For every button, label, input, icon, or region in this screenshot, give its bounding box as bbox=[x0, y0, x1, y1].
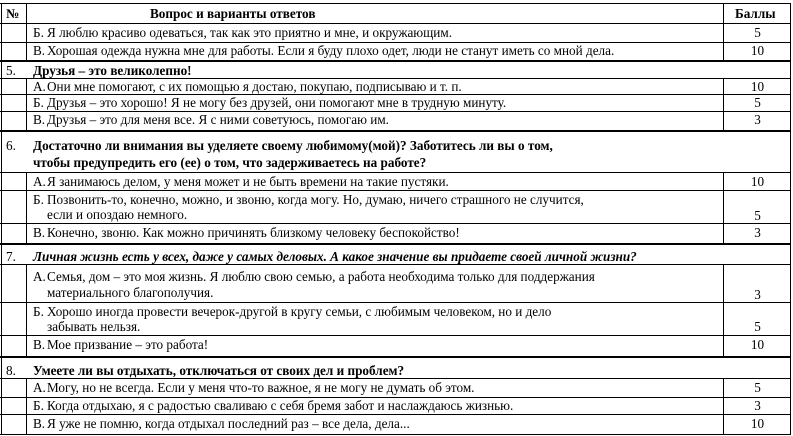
q6-option-a-score: 10 bbox=[750, 174, 765, 189]
q6-option-v-letter: В. bbox=[33, 225, 46, 240]
q8-option-a-text: Могу, но не всегда. Если у меня что-то важное, я не могу не думать об этом. bbox=[47, 380, 475, 395]
rule bbox=[0, 378, 791, 379]
header-question: Вопрос и варианты ответов bbox=[150, 6, 316, 21]
q4-option-b-letter: Б. bbox=[33, 25, 44, 40]
rule bbox=[0, 23, 791, 24]
rule bbox=[26, 3, 27, 61]
rule bbox=[0, 244, 791, 245]
rule bbox=[0, 223, 791, 224]
q7-option-v-text: Мое призвание – это работа! bbox=[47, 337, 209, 352]
q4-option-b-text: Я люблю красиво одеваться, так как это приятно и мне, и окружающим. bbox=[47, 25, 452, 40]
q7-option-a-letter: А. bbox=[33, 269, 46, 284]
rule bbox=[0, 61, 791, 62]
q7-option-b-text-line-1: Хорошо иногда провести вечерок-другой в кругу семьи, с любимым человеком, но и дело bbox=[47, 304, 552, 319]
q7-option-b-letter: Б. bbox=[33, 304, 44, 319]
q4-option-v-score: 10 bbox=[750, 43, 765, 58]
rule bbox=[0, 434, 791, 435]
q6-option-a-letter: А. bbox=[33, 174, 46, 189]
q5-option-a-text: Они мне помогают, с их помощью я достаю, покупаю, подписываю и т. п. bbox=[47, 79, 462, 94]
rule bbox=[0, 264, 791, 265]
q8-option-a-score: 5 bbox=[754, 380, 761, 395]
q6-option-v-text: Конечно, звоню. Как можно причинять близкому человеку беспокойство! bbox=[47, 225, 460, 240]
rule bbox=[26, 172, 27, 244]
rule bbox=[0, 335, 791, 336]
q7-option-b-score: 5 bbox=[754, 319, 761, 334]
q6-number: 6. bbox=[6, 138, 16, 153]
rule bbox=[0, 302, 791, 303]
q7-option-v-letter: В. bbox=[33, 337, 46, 352]
q5-option-v-score: 3 bbox=[754, 112, 761, 127]
q6-option-a-text: Я занимаюсь делом, у меня может и не быть времени на такие пустяки. bbox=[47, 174, 449, 189]
q5-option-a-score: 10 bbox=[750, 79, 765, 94]
q7-option-a-text-line-2: материального благополучия. bbox=[47, 285, 214, 300]
q8-option-v-text: Я уже не помню, когда отдыхал последний раз – все дела, дела... bbox=[47, 416, 410, 431]
q6-option-b-text-line-1: Позвонить-то, конечно, можно, и звоню, когда могу. Но, думаю, ничего страшного не случится, bbox=[47, 192, 584, 207]
q4-option-b-score: 5 bbox=[754, 25, 761, 40]
q8-option-v-letter: В. bbox=[33, 416, 46, 431]
header-score: Баллы bbox=[735, 6, 776, 21]
q7-title: Личная жизнь есть у всех, даже у самых деловых. А какое значение вы придаете своей личной жизни? bbox=[33, 249, 637, 264]
q6-title-line-1: Достаточно ли внимания вы уделяете своему любимому(мой)? Заботитесь ли вы о том, bbox=[33, 138, 553, 153]
rule bbox=[26, 264, 27, 357]
q8-title: Умеете ли вы отдыхать, отключаться от своих дел и проблем? bbox=[33, 363, 405, 378]
rule bbox=[0, 190, 791, 191]
rule bbox=[26, 78, 27, 131]
q6-title-line-2: чтобы предупредить его (ее) о том, что задерживаетесь на работе? bbox=[33, 155, 427, 170]
q5-number: 5. bbox=[6, 63, 16, 78]
q8-option-b-text: Когда отдыхаю, я с радостью сваливаю с себя бремя забот и наслаждаюсь жизнью. bbox=[47, 398, 514, 413]
q8-option-b-score: 3 bbox=[754, 398, 761, 413]
q5-option-v-text: Друзья – это для меня все. Я с ними советуюсь, помогаю им. bbox=[47, 112, 389, 127]
q7-number: 7. bbox=[6, 249, 16, 264]
q7-option-a-text-line-1: Семья, дом – это моя жизнь. Я люблю свою семью, а работа необходима только для поддержания bbox=[47, 269, 595, 284]
rule bbox=[0, 414, 791, 415]
q7-option-b-text-line-2: забывать нельзя. bbox=[47, 319, 141, 334]
q5-option-b-letter: Б. bbox=[33, 95, 44, 110]
q8-option-a-letter: А. bbox=[33, 380, 46, 395]
q5-title: Друзья – это великолепно! bbox=[33, 63, 192, 78]
rule bbox=[0, 357, 791, 358]
q8-number: 8. bbox=[6, 363, 16, 378]
rule bbox=[0, 3, 791, 4]
q6-option-b-text-line-2: если и опоздаю немного. bbox=[47, 207, 188, 222]
q4-option-v-text: Хорошая одежда нужна мне для работы. Если я буду плохо одет, люди не станут иметь со мной дела. bbox=[47, 43, 615, 58]
q5-option-b-score: 5 bbox=[754, 95, 761, 110]
q8-option-b-letter: Б. bbox=[33, 398, 44, 413]
q4-option-v-letter: В. bbox=[33, 43, 46, 58]
q7-option-v-score: 10 bbox=[750, 337, 765, 352]
q5-option-v-letter: В. bbox=[33, 112, 46, 127]
rule bbox=[1, 3, 2, 435]
header-number: № bbox=[6, 6, 20, 21]
q6-option-b-letter: Б. bbox=[33, 192, 44, 207]
q6-option-b-score: 5 bbox=[754, 208, 761, 223]
q6-option-v-score: 3 bbox=[754, 225, 761, 240]
q5-option-b-text: Друзья – это хорошо! Я не могу без друзей, они помогают мне в трудную минуту. bbox=[47, 95, 507, 110]
q7-option-a-score: 3 bbox=[754, 287, 761, 302]
q8-option-v-score: 10 bbox=[750, 416, 765, 431]
rule bbox=[26, 378, 27, 435]
q5-option-a-letter: А. bbox=[33, 79, 46, 94]
rule bbox=[0, 172, 791, 173]
rule bbox=[0, 131, 791, 132]
